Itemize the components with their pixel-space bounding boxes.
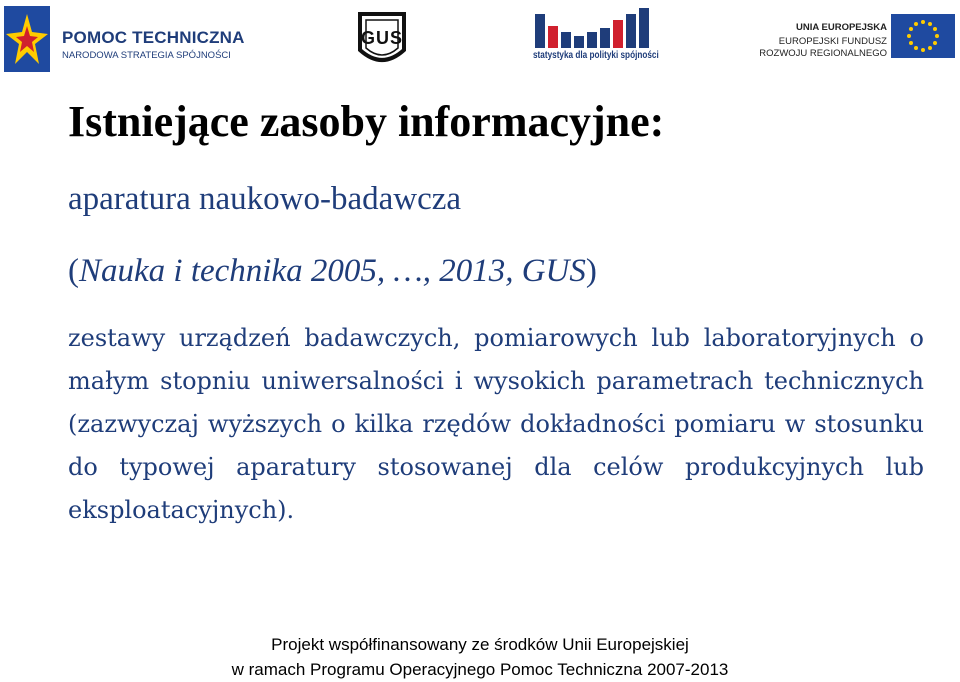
logo-header xyxy=(0,0,960,78)
slide-subtitle: aparatura naukowo-badawcza xyxy=(68,181,462,217)
source-citation xyxy=(68,253,597,290)
eu-flag-icon xyxy=(891,14,955,58)
eu-logo-line1: UNIA EUROPEJSKA xyxy=(796,22,887,33)
pomoc-logo-line2: NARODOWA STRATEGIA SPÓJNOŚCI xyxy=(62,50,231,61)
source-open-paren: ( xyxy=(68,253,79,289)
footer xyxy=(0,632,960,682)
definition-paragraph: zestawy urządzeń badawczych, pomiarowych lub laboratoryjnych o małym stopniu uniwersalności i wysokich parametrach technicznych (zazwyczaj wyższych o kilka rzędów dokładności pomiaru w stosunku do typowej aparatury stosowanej dla celów produkcyjnych lub eksploatacyjnych). xyxy=(68,324,924,524)
eu-logo xyxy=(759,14,955,68)
pomoc-logo-line1: POMOC TECHNICZNA xyxy=(62,28,245,47)
eu-logo-line2: EUROPEJSKI FUNDUSZ xyxy=(778,36,887,47)
slide-title: Istniejące zasoby informacyjne: xyxy=(68,97,665,146)
statystyka-logo-text: statystyka dla polityki spójności xyxy=(533,50,659,61)
source-text: Nauka i technika 2005, …, 2013, GUS xyxy=(79,253,586,289)
footer-line2: w ramach Programu Operacyjnego Pomoc Techniczna 2007-2013 xyxy=(231,660,729,679)
eu-logo-line3: ROZWOJU REGIONALNEGO xyxy=(759,48,887,59)
pomoc-techniczna-logo xyxy=(4,6,244,72)
statystyka-logo xyxy=(533,6,659,68)
source-close-paren: ) xyxy=(585,253,597,289)
footer-line1: Projekt współfinansowany ze środków Unii Europejskiej xyxy=(271,635,689,654)
bar-chart-icon xyxy=(533,6,659,50)
gus-logo xyxy=(350,10,414,70)
star-icon xyxy=(4,6,50,72)
gus-logo-text: GUS xyxy=(360,28,403,48)
